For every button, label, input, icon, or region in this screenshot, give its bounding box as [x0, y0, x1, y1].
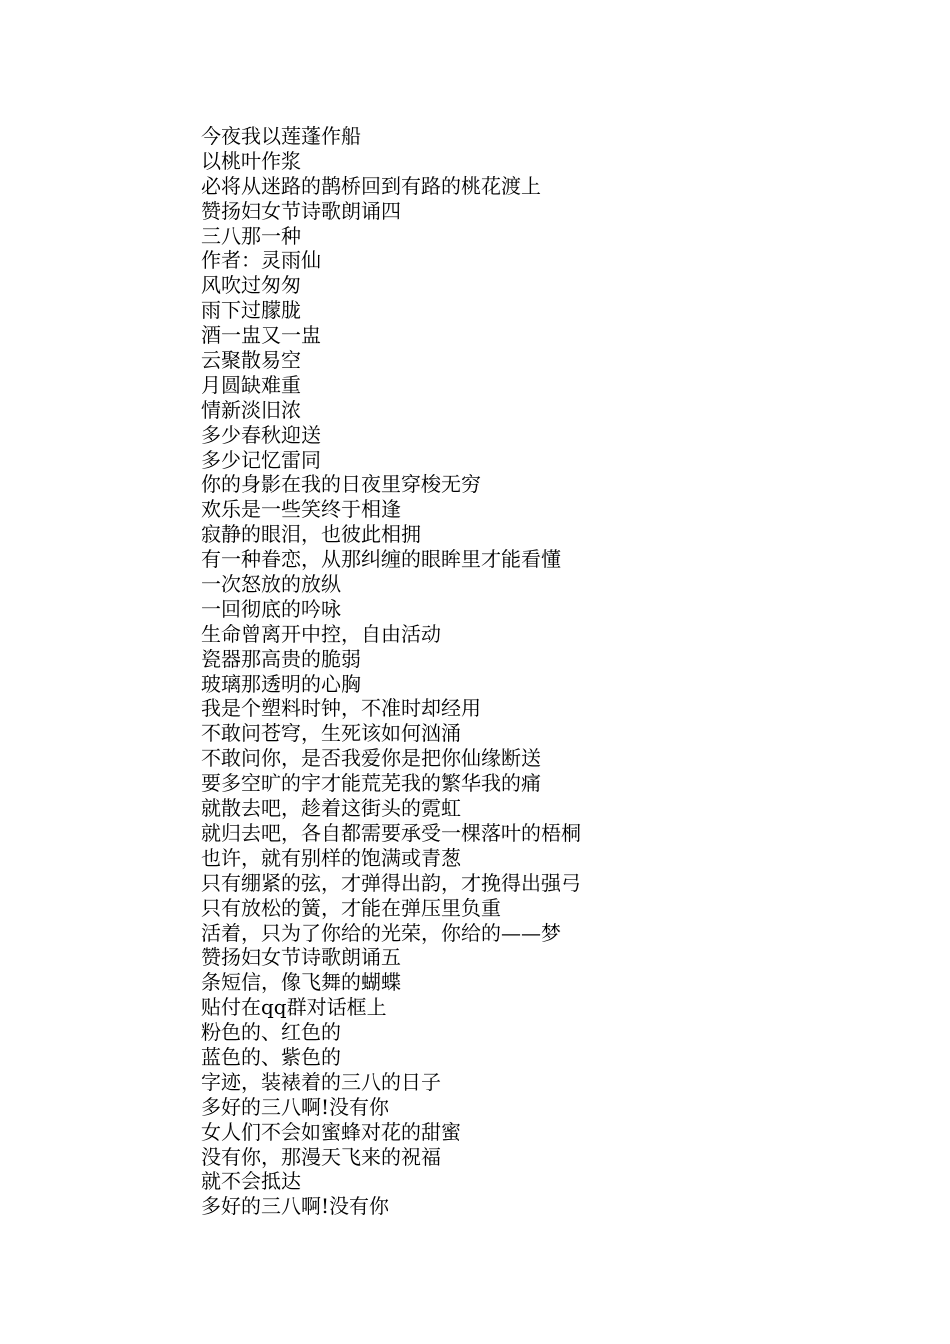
- text-line: 粉色的、红色的: [201, 1020, 341, 1045]
- text-line: 酒一盅又一盅: [201, 323, 321, 348]
- section-heading: 赞扬妇女节诗歌朗诵五: [201, 945, 401, 970]
- text-line: 雨下过朦胧: [201, 298, 301, 323]
- text-line: 也许，就有别样的饱满或青葱: [201, 845, 461, 870]
- text-line: 就不会抵达: [201, 1169, 301, 1194]
- text-line: 寂静的眼泪，也彼此相拥: [201, 522, 421, 547]
- text-line: 条短信，像飞舞的蝴蝶: [201, 970, 401, 995]
- text-line: 多好的三八啊!没有你: [201, 1194, 390, 1219]
- poem-title: 三八那一种: [201, 223, 301, 248]
- text-line: 欢乐是一些笑终于相逢: [201, 497, 401, 522]
- text-line: 只有绷紧的弦，才弹得出韵，才挽得出强弓: [201, 870, 581, 895]
- text-line: 不敢问苍穹，生死该如何汹涌: [201, 721, 461, 746]
- text-line: 我是个塑料时钟，不准时却经用: [201, 696, 481, 721]
- text-line: 多少记忆雷同: [201, 447, 321, 472]
- text-line: 云聚散易空: [201, 348, 301, 373]
- text-line: 有一种眷恋，从那纠缠的眼眸里才能看懂: [201, 547, 561, 572]
- text-line: 一次怒放的放纵: [201, 572, 341, 597]
- section-heading: 赞扬妇女节诗歌朗诵四: [201, 198, 401, 223]
- text-line: 今夜我以莲蓬作船: [201, 124, 361, 148]
- text-line: 你的身影在我的日夜里穿梭无穷: [201, 472, 481, 497]
- text-line: 玻璃那透明的心胸: [201, 671, 361, 696]
- poem-author: 作者：灵雨仙: [201, 248, 321, 273]
- text-line: 月圆缺难重: [201, 372, 301, 397]
- text-line: 不敢问你，是否我爱你是把你仙缘断送: [201, 746, 541, 771]
- text-line: 瓷器那高贵的脆弱: [201, 646, 361, 671]
- text-line: 多好的三八啊!没有你: [201, 1094, 390, 1119]
- text-line: 没有你，那漫天飞来的祝福: [201, 1144, 441, 1169]
- text-line: 风吹过匆匆: [201, 273, 301, 298]
- text-line: 生命曾离开中控，自由活动: [201, 621, 441, 646]
- text-line: 贴付在qq群对话框上: [201, 995, 387, 1020]
- text-line: 活着，只为了你给的光荣，你给的——梦: [201, 920, 561, 945]
- text-line: 以桃叶作浆: [201, 148, 301, 173]
- text-line: 蓝色的、紫色的: [201, 1044, 341, 1069]
- text-line: 一回彻底的吟咏: [201, 596, 341, 621]
- text-line: 要多空旷的宇才能荒芜我的繁华我的痛: [201, 771, 541, 796]
- text-line: 就归去吧，各自都需要承受一棵落叶的梧桐: [201, 820, 581, 845]
- poem-text: [201, 124, 901, 1219]
- text-line: 字迹，装裱着的三八的日子: [201, 1069, 441, 1094]
- text-line: 必将从迷路的鹊桥回到有路的桃花渡上: [201, 173, 541, 198]
- text-line: 就散去吧，趁着这街头的霓虹: [201, 796, 461, 821]
- text-line: 只有放松的簧，才能在弹压里负重: [201, 895, 501, 920]
- text-line: 多少春秋迎送: [201, 422, 321, 447]
- text-line: 情新淡旧浓: [201, 397, 301, 422]
- text-line: 女人们不会如蜜蜂对花的甜蜜: [201, 1119, 461, 1144]
